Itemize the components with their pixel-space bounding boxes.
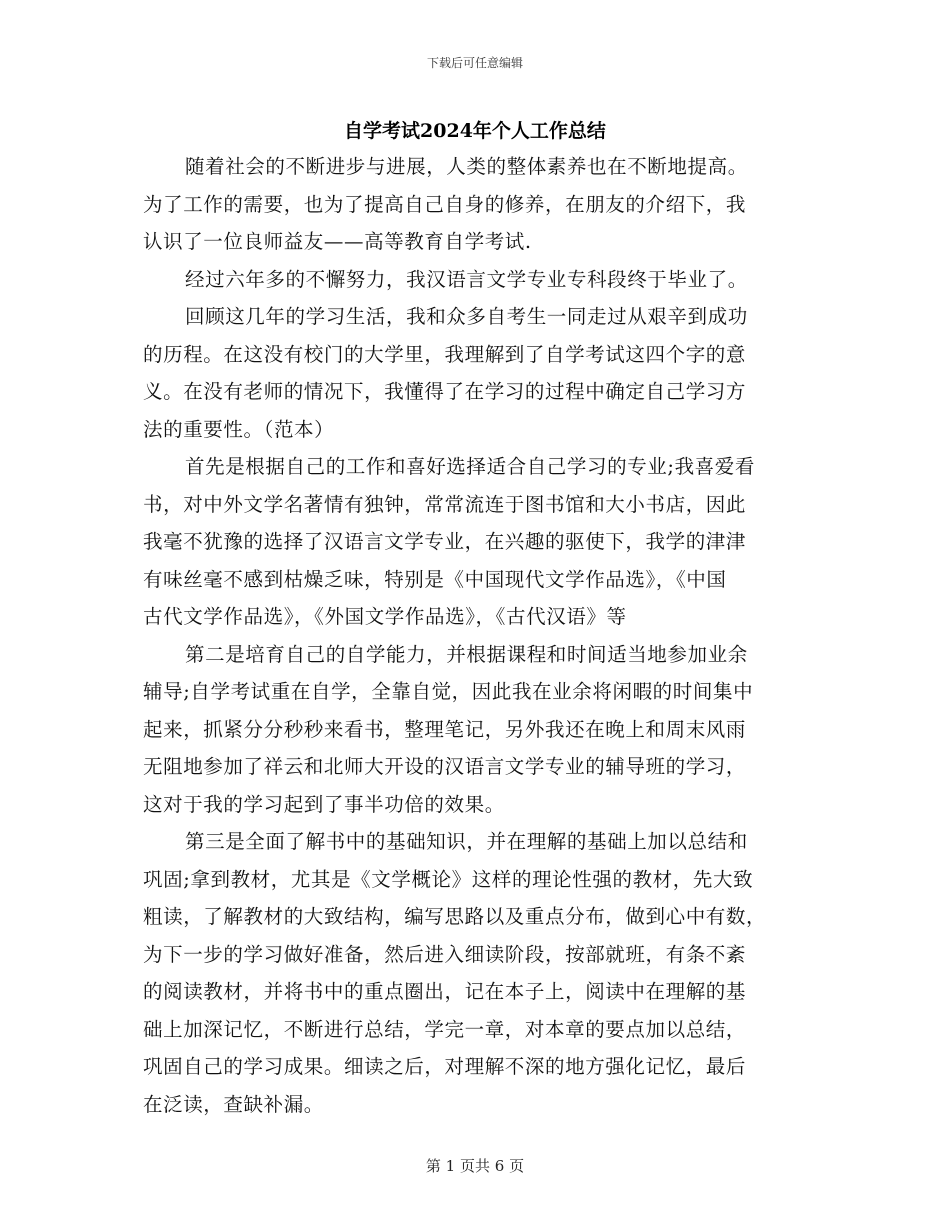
body-text-line: 的历程。在这没有校门的大学里，我理解到了自学考试这四个字的意 xyxy=(143,342,747,366)
body-text-line: 巩固;拿到教材，尤其是《文学概论》这样的理论性强的教材，先大致 xyxy=(143,867,754,891)
body-text-line: 巩固自己的学习成果。细读之后，对理解不深的地方强化记忆，最后 xyxy=(143,1055,747,1078)
body-text-line: 第三是全面了解书中的基础知识，并在理解的基础上加以总结和 xyxy=(185,830,748,853)
body-text-line: 法的重要性。（范本） xyxy=(143,417,335,441)
body-text-line: 首先是根据自己的工作和喜好选择适合自己学习的专业;我喜爱看 xyxy=(185,455,755,478)
body-text-line: 认识了一位良师益友——高等教育自学考试. xyxy=(143,230,532,253)
body-text-line: 在泛读，查缺补漏。 xyxy=(143,1092,324,1116)
body-text-line: 为了工作的需要，也为了提高自己自身的修养，在朋友的介绍下，我 xyxy=(143,192,747,216)
body-text-line: 古代文学作品选》，《外国文学作品选》，《古代汉语》等 xyxy=(143,605,627,628)
body-text-line: 的阅读教材，并将书中的重点圈出，记在本子上，阅读中在理解的基 xyxy=(143,980,747,1003)
body-text-line: 辅导;自学考试重在自学，全靠自觉，因此我在业余将闲暇的时间集中 xyxy=(143,680,754,703)
page-footer: 第 1 页共 6 页 xyxy=(425,1157,525,1175)
body-text-line: 经过六年多的不懈努力，我汉语言文学专业专科段终于毕业了。 xyxy=(185,267,748,291)
body-text-line: 书，对中外文学名著情有独钟，常常流连于图书馆和大小书店，因此 xyxy=(143,492,747,516)
body-text-line: 义。在没有老师的情况下，我懂得了在学习的过程中确定自己学习方 xyxy=(143,380,747,403)
body-text-line: 有味丝毫不感到枯燥乏味，特别是《中国现代文学作品选》，《中国 xyxy=(143,567,727,591)
page-header: 下载后可任意编辑 xyxy=(426,56,523,70)
body-text-line: 起来，抓紧分分秒秒来看书，整理笔记，另外我还在晚上和周末风雨 xyxy=(143,717,747,741)
body-text-line: 第二是培育自己的自学能力，并根据课程和时间适当地参加业余 xyxy=(185,642,748,666)
body-text-line: 础上加深记忆，不断进行总结，学完一章，对本章的要点加以总结， xyxy=(143,1017,747,1041)
body-text-line: 无阻地参加了祥云和北师大开设的汉语言文学专业的辅导班的学习， xyxy=(143,755,747,778)
body-text-line: 为下一步的学习做好准备，然后进入细读阶段，按部就班，有条不紊 xyxy=(143,942,747,966)
body-text-line: 粗读，了解教材的大致结构，编写思路以及重点分布，做到心中有数， xyxy=(143,905,767,928)
body-text-line: 我毫不犹豫的选择了汉语言文学专业，在兴趣的驱使下，我学的津津 xyxy=(143,530,747,553)
body-text-line: 随着社会的不断进步与进展，人类的整体素养也在不断地提高。 xyxy=(185,155,748,178)
body-text-line: 这对于我的学习起到了事半功倍的效果。 xyxy=(143,792,505,816)
body-text-line: 回顾这几年的学习生活，我和众多自考生一同走过从艰辛到成功 xyxy=(185,305,748,328)
document-body xyxy=(143,148,811,1123)
document-title: 自学考试2024年个人工作总结 xyxy=(344,120,606,142)
